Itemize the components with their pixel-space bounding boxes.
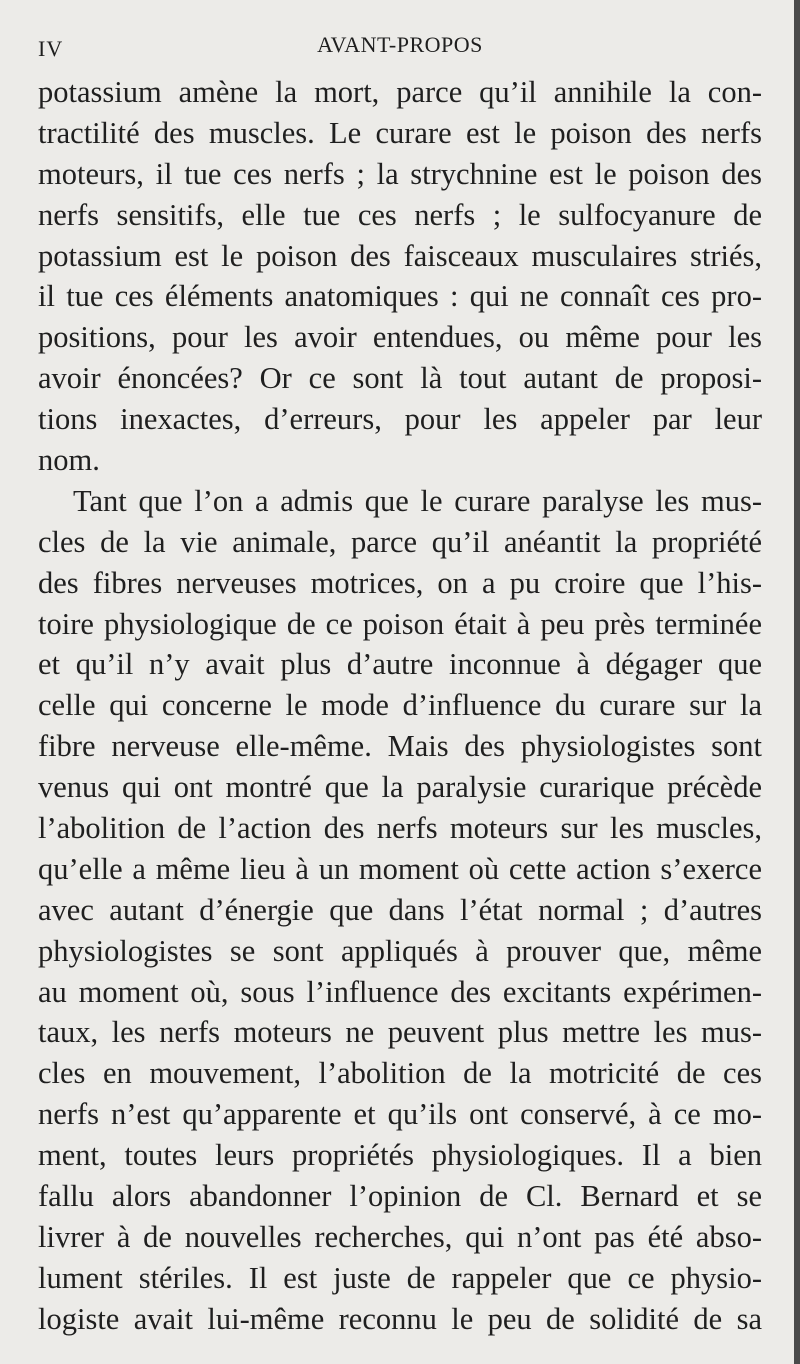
text-line: nerfs n’est qu’apparente et qu’ils ont conservé, à ce mo- — [38, 1097, 762, 1132]
text-line: taux, les nerfs moteurs ne peuvent plus mettre les mus- — [38, 1015, 762, 1050]
text-line: Tant que l’on a admis que le curare paralyse les mus- — [73, 483, 762, 518]
page-edge-shadow — [794, 0, 800, 1364]
text-line: venus qui ont montré que la paralysie curarique précède — [38, 770, 762, 805]
text-line: il tue ces éléments anatomiques : qui ne connaît ces pro- — [38, 279, 762, 314]
text-line: moteurs, il tue ces nerfs ; la strychnine est le poison des — [38, 156, 762, 191]
text-line: ment, toutes leurs propriétés physiologiques. Il a bien — [38, 1138, 762, 1173]
text-line: celle qui concerne le mode d’influence du curare sur la — [38, 688, 762, 723]
text-line: tions inexactes, d’erreurs, pour les appeler par leur — [38, 402, 762, 437]
text-line: cles de la vie animale, parce qu’il anéantit la propriété — [38, 524, 762, 559]
text-line: l’abolition de l’action des nerfs moteurs sur les muscles, — [38, 811, 762, 846]
text-line: positions, pour les avoir entendues, ou même pour les — [38, 320, 762, 355]
text-line: fallu alors abandonner l’opinion de Cl. Bernard et se — [38, 1179, 762, 1214]
text-line: logiste avait lui-même reconnu le peu de solidité de sa — [38, 1301, 762, 1336]
text-line: nom. — [38, 443, 100, 478]
text-line: qu’elle a même lieu à un moment où cette action s’exerce — [38, 851, 762, 886]
text-line: avoir énoncées? Or ce sont là tout autant de proposi- — [38, 361, 762, 396]
text-line: des fibres nerveuses motrices, on a pu croire que l’his- — [38, 565, 762, 600]
text-line: cles en mouvement, l’abolition de la motricité de ces — [38, 1056, 762, 1091]
text-line: avec autant d’énergie que dans l’état normal ; d’autres — [38, 892, 762, 927]
text-line: fibre nerveuse elle-même. Mais des physiologistes sont — [38, 729, 762, 764]
text-line: potassium est le poison des faisceaux musculaires striés, — [38, 238, 762, 273]
text-line: nerfs sensitifs, elle tue ces nerfs ; le sulfocyanure de — [38, 197, 762, 232]
body-text — [38, 72, 762, 1340]
text-line: lument stériles. Il est juste de rappeler que ce physio- — [38, 1260, 762, 1295]
text-line: toire physiologique de ce poison était à peu près terminée — [38, 606, 762, 641]
text-line: physiologistes se sont appliqués à prouver que, même — [38, 933, 762, 968]
text-line: au moment où, sous l’influence des excitants expérimen- — [38, 974, 762, 1009]
text-line: et qu’il n’y avait plus d’autre inconnue à dégager que — [38, 647, 762, 682]
page-header — [38, 30, 762, 64]
text-line: tractilité des muscles. Le curare est le poison des nerfs — [38, 115, 762, 150]
text-line: livrer à de nouvelles recherches, qui n’ont pas été abso- — [38, 1219, 762, 1254]
page-number: IV — [38, 36, 64, 61]
text-line: potassium amène la mort, parce qu’il annihile la con- — [38, 75, 762, 109]
running-head: AVANT-PROPOS — [317, 32, 483, 57]
